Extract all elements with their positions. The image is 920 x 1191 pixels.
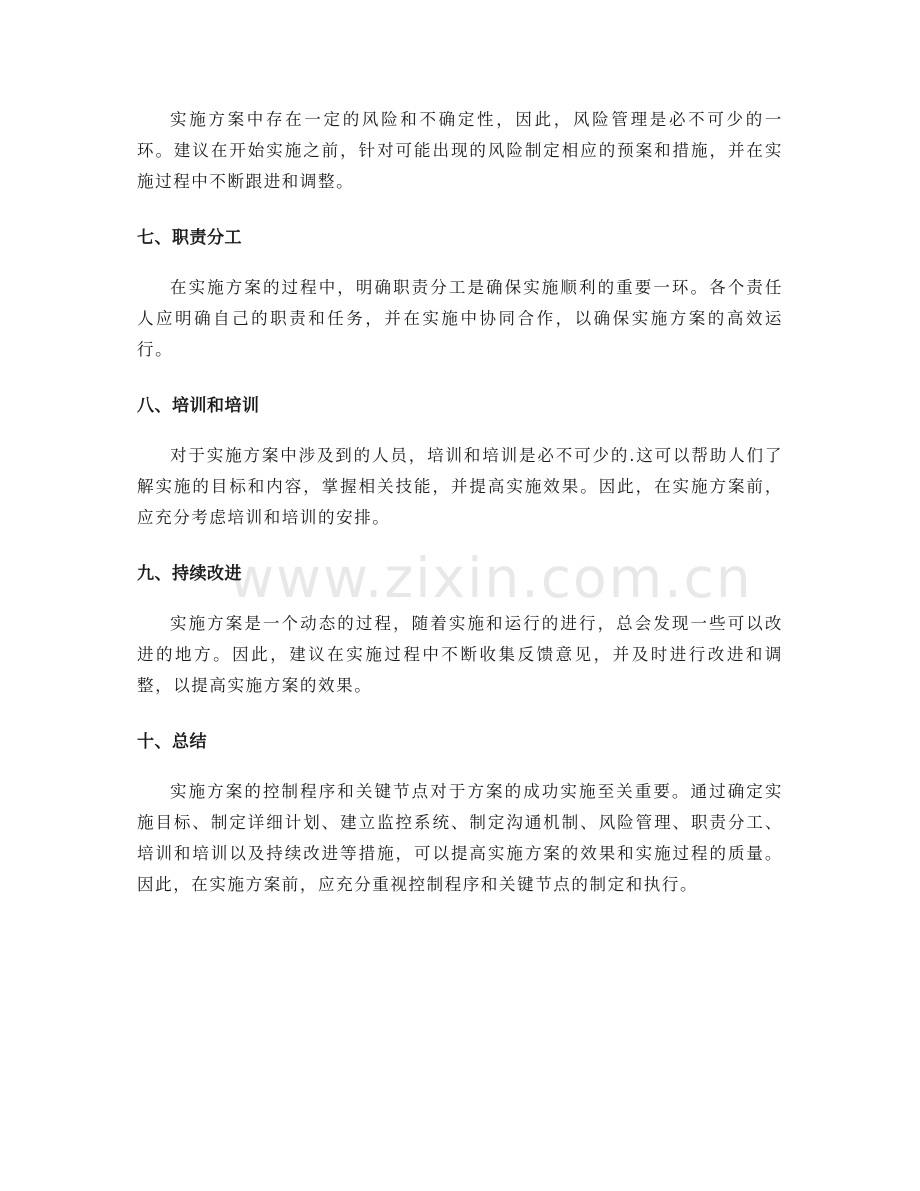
section-title-training: 八、培训和培训 (137, 396, 260, 416)
watermark-text: www.zixin.com.cn (229, 546, 753, 610)
section-paragraph-training: 对于实施方案中涉及到的人员，培训和培训是必不可少的.这可以帮助人们了解实施的目标和内容，掌握相关技能，并提高实施效果。因此，在实施方案前，应充分考虑培训和培训的安排。 (137, 446, 783, 527)
section-title-summary: 十、总结 (137, 732, 207, 752)
section-paragraph-responsibilities: 在实施方案的过程中，明确职责分工是确保实施顺利的重要一环。各个责任人应明确自己的职责和任务，并在实施中协同合作，以确保实施方案的高效运行。 (137, 278, 783, 359)
intro-paragraph: 实施方案中存在一定的风险和不确定性，因此，风险管理是必不可少的一环。建议在开始实施之前，针对可能出现的风险制定相应的预案和措施，并在实施过程中不断跟进和调整。 (137, 110, 783, 191)
section-paragraph-summary: 实施方案的控制程序和关键节点对于方案的成功实施至关重要。通过确定实施目标、制定详细计划、建立监控系统、制定沟通机制、风险管理、职责分工、培训和培训以及持续改进等措施，可以提高实施方案的效果和实施过程的质量。因此，在实施方案前，应充分重视控制程序和关键节点的制定和执行。 (137, 782, 783, 894)
section-title-responsibilities: 七、职责分工 (137, 228, 242, 248)
document-body (137, 104, 783, 900)
section-paragraph-continuous-improvement: 实施方案是一个动态的过程，随着实施和运行的进行，总会发现一些可以改进的地方。因此，建议在实施过程中不断收集反馈意见，并及时进行改进和调整，以提高实施方案的效果。 (137, 614, 783, 695)
section-title-continuous-improvement: 九、持续改进 (137, 564, 242, 584)
